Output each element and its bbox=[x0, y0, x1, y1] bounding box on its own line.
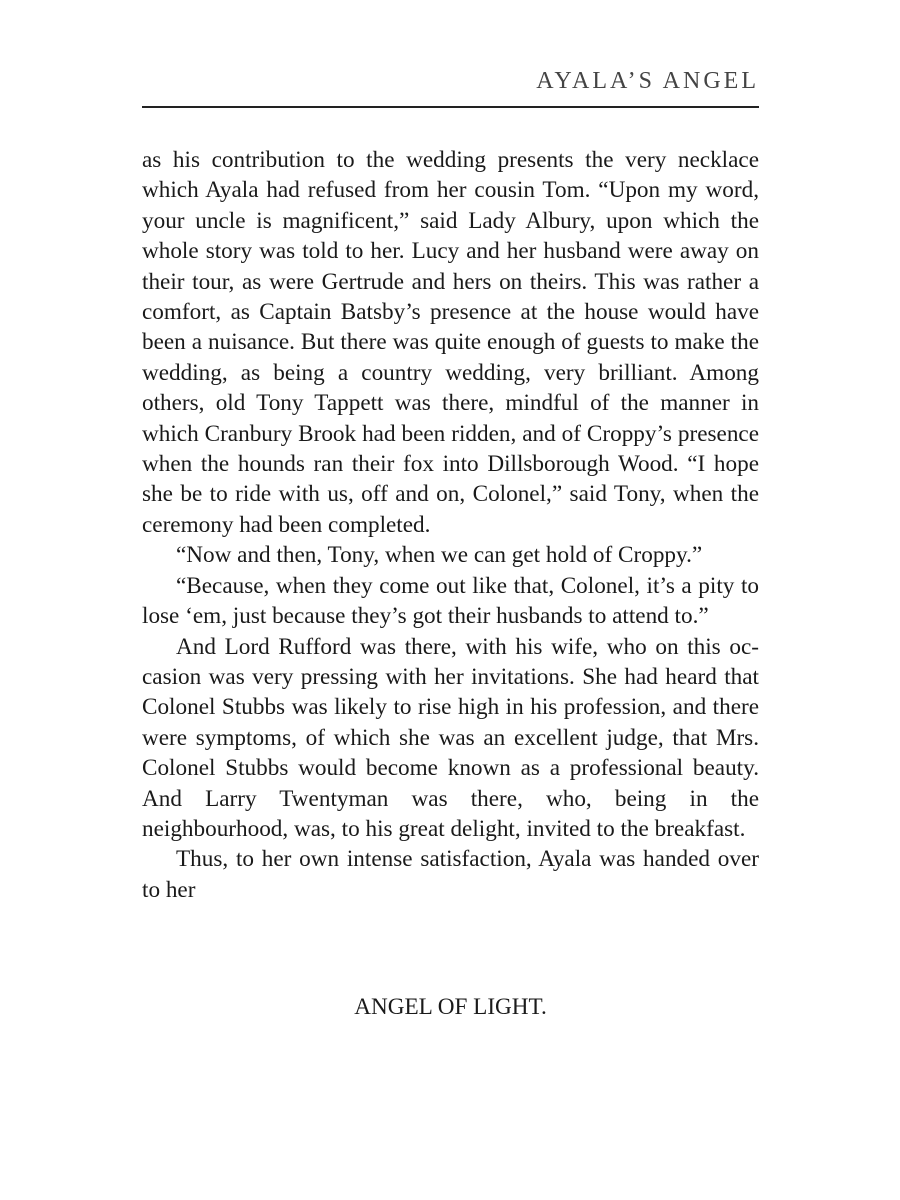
paragraph-5: Thus, to her own intense satisfaction, Ayala was handed over to her bbox=[142, 846, 759, 903]
paragraph-1: as his contribution to the wedding presents the very necklace which Ayala had refused from her cousin Tom. “Upon my word, your uncle is magnificent,” said Lady Albury, upon which the whole story was told to her. Lucy and her husband were away on their tour, as were Gertrude and hers on theirs. This was rather a comfort, as Captain Batsby’s presence at the house would have been a nuisance. But there was quite enough of guests to make the wedding, as being a country wedding, very brilliant. Among others, old Tony Tappett was there, mindful of the manner in which Cranbury Brook had been ridden, and of Croppy’s presence when the hounds ran their fox into Dillsborough Wood. “I hope she be to ride with us, off and on, Colonel,” said Tony, when the ceremony had been completed. bbox=[142, 147, 759, 538]
header-rule bbox=[142, 106, 759, 108]
closing-line: ANGEL OF LIGHT. bbox=[354, 994, 547, 1020]
paragraph-4: And Lord Rufford was there, with his wife, who on this occasion was very pressing with her invitations. She had heard that Colonel Stubbs was likely to rise high in his profession, and there were symptoms, of which she was an excellent judge, that Mrs. Colonel Stubbs would become known as a professional beauty. And Larry Twentyman was there, who, being in the neighbourhood, was, to his great delight, invited to the breakfast. bbox=[142, 633, 759, 842]
running-header: AYALA’S ANGEL bbox=[536, 68, 759, 94]
body-text bbox=[142, 145, 759, 905]
paragraph-2: “Now and then, Tony, when we can get hold of Croppy.” bbox=[176, 542, 703, 569]
paragraph-3: “Because, when they come out like that, Colonel, it’s a pity to lose ‘em, just because they’s got their husbands to attend to.” bbox=[142, 572, 759, 630]
